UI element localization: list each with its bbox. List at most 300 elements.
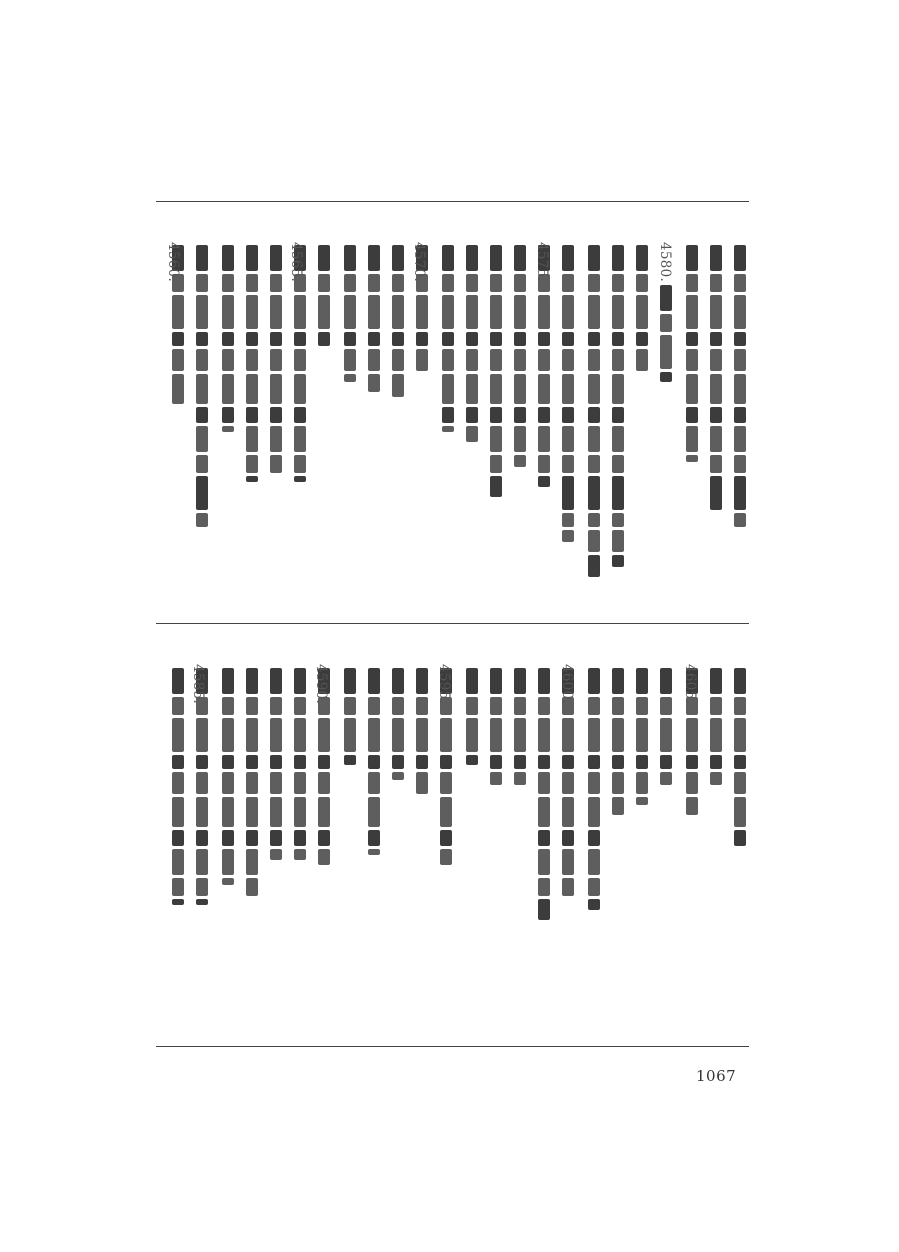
script-glyph [612,772,624,794]
script-glyph [270,349,282,371]
script-glyph [686,374,698,404]
script-glyph [588,407,600,423]
script-glyph [196,476,208,510]
script-glyph [222,426,234,432]
script-column [562,245,574,545]
script-glyph [222,295,234,329]
script-column [172,668,184,908]
script-glyph [612,274,624,292]
line-number: 4570. [411,242,427,283]
script-glyph [442,332,454,346]
script-glyph [466,332,478,346]
script-glyph [270,274,282,292]
script-glyph [710,407,722,423]
script-glyph [392,668,404,694]
script-column [392,245,404,400]
script-glyph [222,830,234,846]
script-glyph [660,335,672,369]
script-glyph [734,426,746,452]
script-glyph [270,426,282,452]
script-glyph [538,426,550,452]
script-glyph [562,878,574,896]
script-glyph [490,274,502,292]
script-glyph [660,285,672,311]
script-glyph [636,295,648,329]
script-glyph [734,476,746,510]
script-glyph [588,349,600,371]
script-glyph [222,407,234,423]
script-glyph [196,455,208,473]
script-glyph [344,374,356,382]
script-glyph [442,374,454,404]
script-glyph [318,772,330,794]
script-glyph [294,476,306,482]
script-glyph [294,349,306,371]
script-glyph [562,849,574,875]
script-column [246,668,258,899]
script-glyph [514,718,526,752]
script-glyph [588,374,600,404]
script-glyph [318,830,330,846]
script-glyph [222,878,234,885]
script-glyph [490,349,502,371]
script-glyph [416,332,428,346]
script-column [442,245,454,435]
script-column [344,245,356,385]
script-glyph [318,332,330,346]
script-glyph [612,426,624,452]
script-glyph [686,718,698,752]
script-glyph [734,718,746,752]
script-glyph [588,295,600,329]
script-glyph [318,274,330,292]
script-glyph [392,772,404,780]
script-glyph [270,772,282,794]
script-glyph [686,245,698,271]
script-glyph [442,349,454,371]
script-glyph [368,830,380,846]
script-glyph [344,755,356,765]
script-glyph [466,426,478,442]
script-glyph [392,374,404,397]
script-glyph [588,245,600,271]
script-glyph [734,295,746,329]
script-glyph [710,245,722,271]
script-glyph [490,476,502,497]
script-glyph [538,899,550,920]
script-glyph [246,878,258,896]
script-glyph [686,426,698,452]
script-glyph [514,274,526,292]
script-glyph [538,295,550,329]
script-glyph [196,513,208,527]
script-column [734,668,746,849]
script-glyph [612,245,624,271]
script-glyph [588,426,600,452]
script-glyph [588,455,600,473]
script-glyph [196,849,208,875]
script-glyph [490,374,502,404]
script-glyph [440,830,452,846]
script-glyph [172,797,184,827]
script-glyph [344,718,356,752]
script-glyph [686,455,698,462]
script-glyph [612,407,624,423]
script-glyph [514,772,526,785]
script-glyph [588,530,600,552]
script-glyph [222,697,234,715]
script-column [318,245,330,349]
script-glyph [538,797,550,827]
script-glyph [344,245,356,271]
script-glyph [270,295,282,329]
script-glyph [318,295,330,329]
script-glyph [588,899,600,910]
script-glyph [636,718,648,752]
script-column [588,668,600,913]
script-glyph [734,374,746,404]
script-glyph [588,772,600,794]
script-glyph [172,697,184,715]
script-glyph [196,332,208,346]
page-number: 1067 [696,1067,737,1085]
script-column [368,245,380,395]
script-glyph [734,797,746,827]
script-glyph [710,274,722,292]
script-glyph [562,374,574,404]
script-glyph [222,274,234,292]
script-glyph [196,772,208,794]
script-glyph [660,314,672,332]
script-glyph [368,755,380,769]
script-column [270,668,282,863]
script-glyph [686,332,698,346]
script-glyph [368,797,380,827]
script-glyph [222,797,234,827]
script-glyph [172,878,184,896]
script-glyph [562,830,574,846]
script-glyph [318,718,330,752]
script-glyph [172,295,184,329]
script-glyph [440,772,452,794]
script-glyph [294,755,306,769]
script-glyph [172,374,184,404]
script-glyph [196,797,208,827]
script-glyph [246,455,258,473]
script-glyph [636,349,648,371]
script-glyph [368,849,380,855]
script-glyph [588,849,600,875]
script-glyph [538,407,550,423]
script-glyph [612,718,624,752]
script-glyph [538,849,550,875]
script-glyph [490,407,502,423]
script-glyph [246,349,258,371]
script-glyph [172,668,184,694]
script-glyph [562,426,574,452]
script-glyph [294,295,306,329]
script-glyph [490,332,502,346]
script-glyph [246,755,258,769]
script-glyph [710,755,722,769]
script-glyph [612,476,624,510]
line-number: 4585. [190,664,206,705]
script-glyph [442,407,454,423]
script-glyph [612,697,624,715]
script-glyph [636,668,648,694]
script-glyph [686,274,698,292]
script-glyph [196,755,208,769]
script-glyph [294,332,306,346]
script-glyph [710,426,722,452]
script-column [636,245,648,374]
script-glyph [490,668,502,694]
script-glyph [588,555,600,577]
script-glyph [734,830,746,846]
script-glyph [344,668,356,694]
script-column [636,668,648,808]
script-glyph [538,830,550,846]
line-number: 4605. [682,664,698,705]
script-glyph [734,332,746,346]
script-glyph [270,797,282,827]
script-glyph [562,755,574,769]
script-glyph [588,797,600,827]
script-glyph [612,530,624,552]
script-column [734,245,746,530]
script-glyph [514,374,526,404]
script-glyph [710,718,722,752]
script-glyph [222,755,234,769]
script-glyph [686,772,698,794]
script-glyph [440,797,452,827]
script-glyph [392,755,404,769]
script-glyph [612,332,624,346]
script-glyph [562,718,574,752]
script-glyph [466,349,478,371]
script-glyph [490,755,502,769]
script-glyph [246,295,258,329]
script-glyph [710,295,722,329]
script-glyph [294,455,306,473]
script-column [466,245,478,445]
script-glyph [392,245,404,271]
script-glyph [588,274,600,292]
script-glyph [660,668,672,694]
script-glyph [588,513,600,527]
script-glyph [294,772,306,794]
script-glyph [538,772,550,794]
script-glyph [246,374,258,404]
script-glyph [612,295,624,329]
script-glyph [490,245,502,271]
script-glyph [344,274,356,292]
script-glyph [318,797,330,827]
script-glyph [562,245,574,271]
script-glyph [270,245,282,271]
script-glyph [612,555,624,567]
script-glyph [416,697,428,715]
script-glyph [734,455,746,473]
script-glyph [196,274,208,292]
script-glyph [660,372,672,382]
script-glyph [466,697,478,715]
script-glyph [196,899,208,905]
script-glyph [710,772,722,785]
script-glyph [222,332,234,346]
script-glyph [196,426,208,452]
script-glyph [172,718,184,752]
script-glyph [392,697,404,715]
script-glyph [246,797,258,827]
script-glyph [562,772,574,794]
script-glyph [294,830,306,846]
script-glyph [196,374,208,404]
script-glyph [222,772,234,794]
script-glyph [734,349,746,371]
script-glyph [734,755,746,769]
script-glyph [246,668,258,694]
script-glyph [710,455,722,473]
script-glyph [368,374,380,392]
script-glyph [636,697,648,715]
script-glyph [440,755,452,769]
script-glyph [588,830,600,846]
line-number: 4565. [288,242,304,283]
script-glyph [538,374,550,404]
script-column [686,245,698,465]
script-glyph [612,513,624,527]
script-glyph [660,772,672,785]
script-glyph [442,426,454,432]
script-glyph [710,697,722,715]
script-glyph [710,476,722,510]
script-glyph [416,668,428,694]
script-glyph [562,407,574,423]
script-glyph [636,245,648,271]
script-glyph [368,718,380,752]
script-glyph [442,295,454,329]
line-number: 4590. [313,664,329,705]
script-glyph [246,476,258,482]
script-glyph [222,245,234,271]
script-column [514,668,526,788]
script-glyph [246,332,258,346]
script-glyph [270,697,282,715]
script-glyph [514,407,526,423]
script-glyph [392,349,404,371]
script-glyph [172,849,184,875]
script-glyph [612,349,624,371]
script-glyph [660,755,672,769]
script-glyph [490,455,502,473]
script-glyph [246,772,258,794]
script-glyph [270,668,282,694]
script-glyph [196,245,208,271]
script-glyph [514,426,526,452]
script-glyph [588,697,600,715]
script-glyph [246,697,258,715]
script-glyph [344,332,356,346]
script-column [710,245,722,513]
script-glyph [294,426,306,452]
script-glyph [270,830,282,846]
script-glyph [416,772,428,794]
script-glyph [538,476,550,487]
script-glyph [416,349,428,371]
script-glyph [734,772,746,794]
script-glyph [538,332,550,346]
script-glyph [196,830,208,846]
script-glyph [686,407,698,423]
script-glyph [294,374,306,404]
line-number: 4560. [165,242,181,283]
script-glyph [562,274,574,292]
script-glyph [318,245,330,271]
script-glyph [660,697,672,715]
script-glyph [270,374,282,404]
script-glyph [172,755,184,769]
script-glyph [270,718,282,752]
script-glyph [270,332,282,346]
line-number: 4595. [436,664,452,705]
script-column [612,245,624,570]
script-glyph [612,374,624,404]
script-glyph [344,349,356,371]
script-column [368,668,380,858]
script-glyph [538,697,550,715]
script-glyph [368,332,380,346]
script-column [710,668,722,788]
top-rule [156,201,749,202]
script-glyph [440,718,452,752]
script-column [294,668,306,863]
script-glyph [710,668,722,694]
script-glyph [562,455,574,473]
script-glyph [270,407,282,423]
script-glyph [562,295,574,329]
script-glyph [318,849,330,865]
script-glyph [172,772,184,794]
script-column [196,245,208,530]
script-glyph [294,849,306,860]
script-column [466,668,478,768]
script-glyph [514,455,526,467]
script-glyph [636,772,648,794]
line-number: 4600. [559,664,575,705]
script-glyph [466,245,478,271]
script-glyph [246,407,258,423]
script-glyph [318,755,330,769]
script-glyph [734,668,746,694]
script-glyph [172,332,184,346]
script-glyph [392,274,404,292]
script-glyph [514,332,526,346]
script-glyph [734,274,746,292]
script-column [392,668,404,783]
script-glyph [466,407,478,423]
script-glyph [588,476,600,510]
script-glyph [710,349,722,371]
script-glyph [196,295,208,329]
script-glyph [172,830,184,846]
script-glyph [538,755,550,769]
script-glyph [392,332,404,346]
script-glyph [636,274,648,292]
script-column [660,285,672,385]
script-glyph [246,849,258,875]
script-column [588,245,600,580]
